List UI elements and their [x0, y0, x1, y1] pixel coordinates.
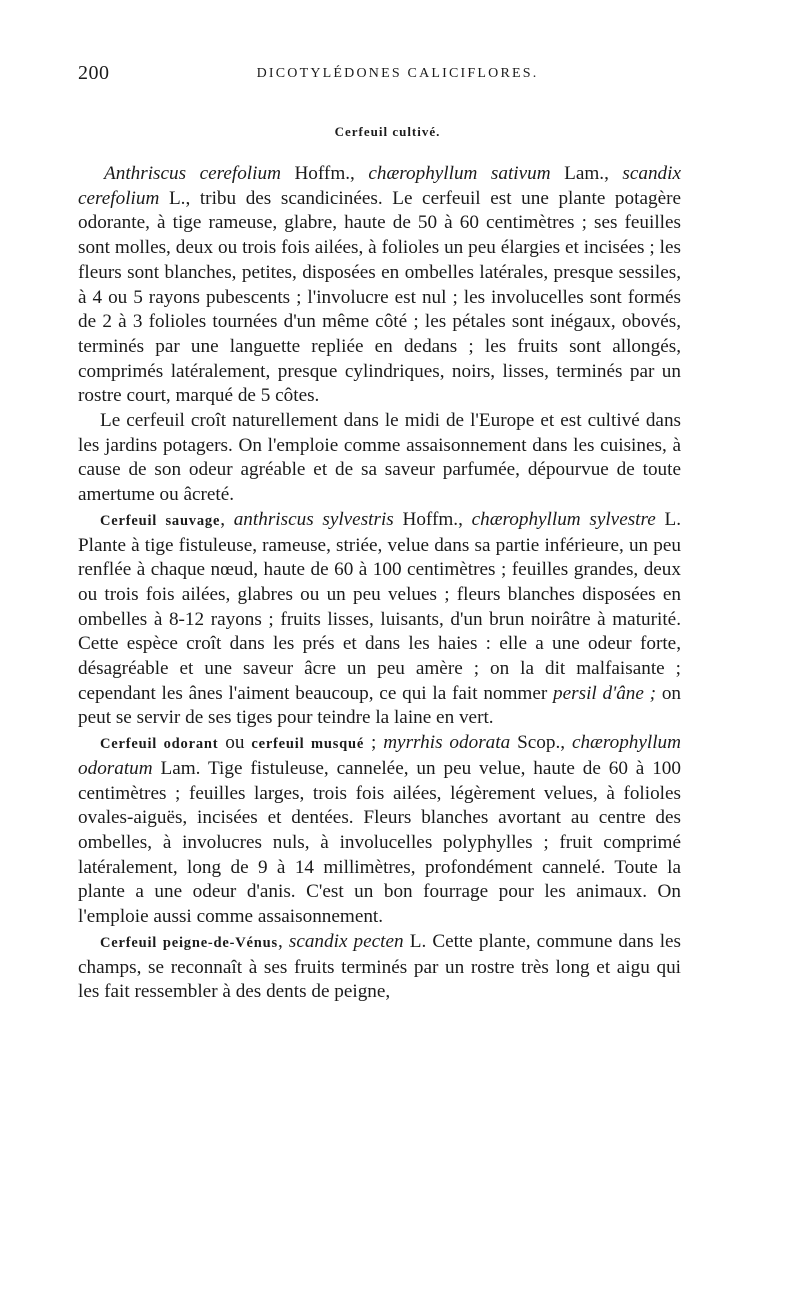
paragraph-cerfeuil-cultive: [78, 162, 681, 409]
text: on peut se servir de ses tiges pour teindre la laine en vert.: [78, 682, 682, 729]
latin-name: chærophyllum sativum: [368, 163, 551, 184]
text: L. Cette plante, commune dans les champs, se reconnaît à ses fruits terminés par un rostre très long et aigu qui les fait ressembler à des dents de peigne,: [78, 930, 682, 1003]
text: ,: [277, 930, 289, 952]
common-name: persil d'âne ;: [553, 682, 657, 704]
text: L., tribu des scandicinées. Le cerfeuil est une plante potagère odorante, à tige rameuse, glabre, haute de 50 à 60 centimètres ; ses feuilles sont molles, deux ou trois fois ailées, à folioles un peu élargies et incisées ; les fleurs sont blanches, petites, disposées en ombelles latérales, presque sessiles, à 4 ou 5 rayons pubescents ; l'involucre est nul ; les involucelles sont formés de 2 à 3 folioles tournées d'un même côté ; les pétales sont inégaux, obovés, terminés par une languette repliée en dedans ; les fruits sont allongés, comprimés latéralement, presque cylindriques, noirs, lisses, terminés par un rostre court, marqué de 5 côtes.: [78, 187, 681, 407]
entry-heading: Cerfeuil odorant: [100, 736, 219, 753]
page-header: [78, 62, 681, 92]
paragraph-culture: [78, 409, 681, 508]
latin-name: Anthriscus cerefolium: [104, 163, 281, 184]
latin-name: chærophyllum sylvestre: [471, 508, 656, 530]
latin-name: scandix pecten: [288, 930, 404, 952]
text: Le cerfeuil croît naturellement dans le midi de l'Europe et est cultivé dans les jardins potagers. On l'emploie comme assaisonnement dans les cuisines, à cause de son odeur agréable et de sa saveur parfumée, dépourvue de toute amertume ou âcreté.: [78, 410, 681, 506]
entry-heading: Cerfeuil sauvage: [100, 512, 221, 529]
entry-heading: Cerfeuil peigne-de-Vénus: [100, 934, 278, 951]
book-page: [78, 62, 681, 1005]
paragraph-cerfeuil-odorant: [78, 731, 681, 930]
page-number: 200: [78, 62, 110, 84]
latin-name: chærophyllum odoratum: [78, 732, 682, 779]
section-title: Cerfeuil cultivé.: [334, 124, 441, 139]
text: Scop.,: [510, 732, 572, 754]
text: ou: [218, 732, 252, 754]
latin-name: scandix cerefolium: [78, 163, 681, 209]
text: Hoffm.,: [280, 163, 369, 184]
latin-name: myrrhis odorata: [383, 732, 511, 754]
paragraph-cerfeuil-sauvage: [78, 508, 681, 731]
text: ,: [220, 508, 234, 530]
entry-heading: cerfeuil musqué: [251, 736, 365, 753]
running-head: DICOTYLÉDONES CALICIFLORES.: [256, 66, 539, 81]
text: Hoffm.,: [393, 508, 472, 530]
text: ;: [364, 732, 384, 754]
latin-name: anthriscus sylvestris: [233, 508, 394, 530]
text: Lam.,: [550, 163, 623, 184]
paragraph-peigne-de-venus: [78, 930, 681, 1005]
text: L. Plante à tige fistuleuse, rameuse, striée, velue dans sa partie inférieure, un peu renflée à chaque nœud, haute de 60 à 100 centimètres ; feuilles grandes, deux ou trois fois ailées, glabres ou un peu velues ; fleurs blanches disposées en ombelles à 8-12 rayons ; fruits lisses, luisants, d'un brun noirâtre à maturité. Cette espèce croît dans les prés et dans les haies : elle a une odeur forte, désagréable et une saveur âcre un peu amère ; on la dit malfaisante ; cependant les ânes l'aiment beaucoup, ce qui la fait nommer: [78, 508, 681, 704]
text: Lam. Tige fistuleuse, cannelée, un peu velue, haute de 60 à 100 centimètres ; feuilles larges, trois fois ailées, légèrement velues, à folioles ovales-aiguës, incisées et dentées. Fleurs blanches avortant au centre des ombelles, à involucres nuls, à involucelles polyphylles ; fruit comprimé latéralement, long de 9 à 14 millimètres, profondément cannelé. Toute la plante a une odeur d'anis. C'est un bon fourrage pour les animaux. On l'emploie aussi comme assaisonnement.: [78, 757, 681, 928]
